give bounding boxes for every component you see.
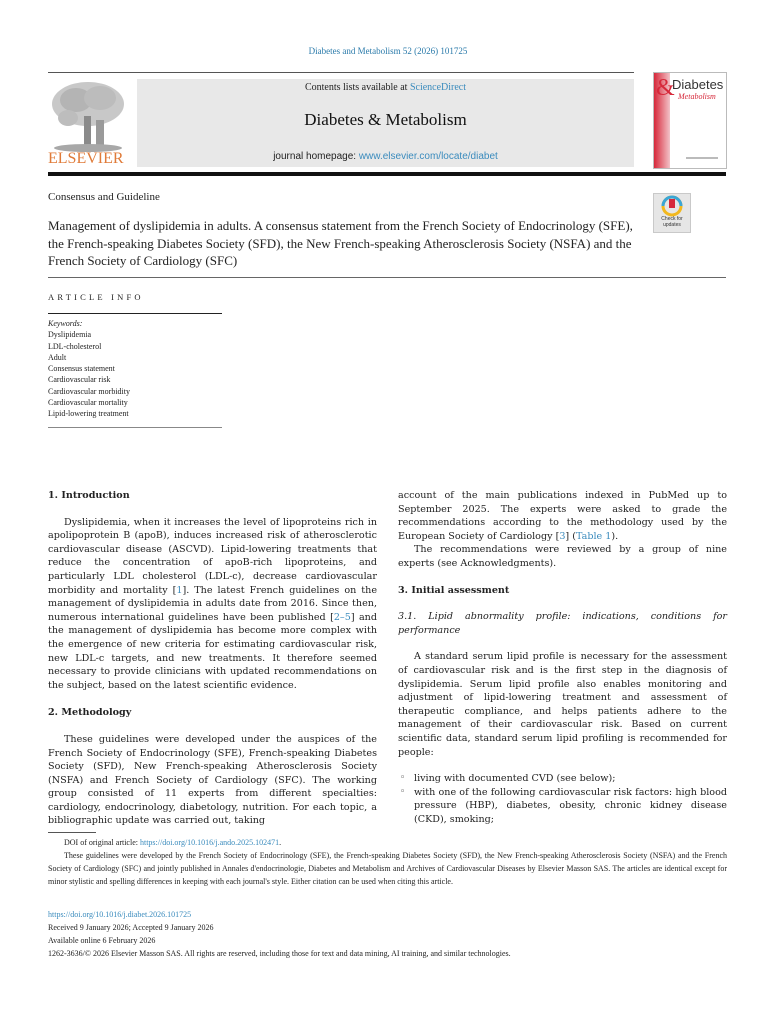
left-column bbox=[48, 489, 377, 828]
homepage-link[interactable]: www.elsevier.com/locate/diabet bbox=[358, 151, 498, 162]
keyword: Cardiovascular morbidity bbox=[48, 386, 130, 396]
sciencedirect-link[interactable]: ScienceDirect bbox=[409, 82, 467, 93]
intro-text-c: ] and the management of dyslipidemia has become more complex with the emergence of new criteria for estimating cardiovascular risk, new LDL-c targets, and new treatments. It therefore seemed necessary to provide clinicians with updated recommendations on the subject, based on the latest scientific evidence. bbox=[48, 611, 377, 691]
citation-link[interactable]: 2–5 bbox=[333, 611, 351, 623]
article-metadata bbox=[48, 908, 727, 960]
journal-banner bbox=[137, 79, 634, 167]
article-title: Management of dyslipidemia in adults. A consensus statement from the French Society of Endocrinology (SFE), the French-speaking Diabetes Society (SFD), the New French-speaking Atherosclerosis Society (NSFA) and the French Society of Cardiology (SFC) bbox=[48, 218, 633, 268]
crossmark-label-line2: updates bbox=[663, 222, 681, 228]
intro-text-a: Dyslipidemia, when it increases the level of lipoproteins rich in apolipoprotein B (apoB), induces increased risk of atherosclerotic cardiovascular disease (ASCVD). Lipid-lowering treatments that reduce the concentration of apoB-rich lipoproteins, and particularly LDL cholesterol (LDL-c), decrease cardiovascular morbidity and mortality [ bbox=[48, 516, 377, 596]
table-link[interactable]: Table 1 bbox=[575, 530, 612, 542]
cover-title-line1: Diabetes bbox=[672, 77, 724, 92]
intro-text-b: ]. The latest French guidelines on the management of dyslipidemia in adults date from 2016. Since then, numerous international guidelines have been published [ bbox=[48, 584, 378, 623]
methodology-text-b: ] ( bbox=[565, 530, 576, 542]
crossmark-label-line1: Check for bbox=[661, 216, 683, 222]
elsevier-wordmark: ELSEVIER bbox=[48, 150, 124, 167]
subsection-heading-lipid-profile: 3.1. Lipid abnormality profile: indications, conditions for performance bbox=[398, 611, 727, 636]
article-info-bottom-rule bbox=[48, 427, 222, 428]
footnote-rule bbox=[48, 832, 96, 833]
footnotes bbox=[48, 836, 727, 888]
article-type: Consensus and Guideline bbox=[48, 191, 160, 203]
citation-link[interactable]: 3 bbox=[559, 530, 566, 542]
indications-list bbox=[398, 772, 727, 826]
title-rule bbox=[48, 277, 726, 278]
contents-line bbox=[137, 82, 634, 93]
lipid-profile-paragraph: A standard serum lipid profile is necessary for the assessment of cardiovascular risk and is the first step in the diagnosis of dyslipidemia. Serum lipid profile also enables monitoring and adjustment of lipid-lowering treatment and assessment of therapeutic compliance, and helps patients adhere to the management of their cardiovascular risk. Based on current scientific data, standard serum lipid profiling is recommended for people: bbox=[398, 651, 727, 758]
received-accepted-dates: Received 9 January 2026; Accepted 9 January 2026 bbox=[48, 923, 214, 932]
right-column bbox=[398, 489, 727, 826]
joint-publication-note: These guidelines were developed by the French Society of Endocrinology (SFE), the French-speaking Diabetes Society (SFD), the New French-speaking Atherosclerosis Society (NSFA) and the French Society of Cardiology (SFC) and jointly published in Annales d'endocrinologie, Diabetes and Metabolism and Archives of Cardiovascular Diseases by Elsevier Masson SAS. The articles are identical except for minor stylistic and spelling differences in keeping with each journal's style. Either citation can be used when citing this article. bbox=[48, 851, 727, 886]
methodology-text-c: ). bbox=[611, 530, 619, 542]
journal-title: Diabetes & Metabolism bbox=[304, 110, 467, 129]
section-heading-introduction: 1. Introduction bbox=[48, 490, 130, 501]
keyword: Cardiovascular mortality bbox=[48, 398, 128, 408]
homepage-prefix: journal homepage: bbox=[273, 151, 359, 162]
copyright-notice: 1262-3636/© 2026 Elsevier Masson SAS. All rights are reserved, including those for text and data mining, AI training, and similar technologies. bbox=[48, 949, 511, 958]
doi-suffix: . bbox=[279, 838, 282, 847]
keyword: Consensus statement bbox=[48, 364, 115, 374]
article-info-heading: ARTICLE INFO bbox=[48, 292, 144, 302]
homepage-line bbox=[137, 151, 634, 162]
list-item: ◦ living with documented CVD (see below); bbox=[414, 772, 727, 786]
keyword: Lipid-lowering treatment bbox=[48, 409, 129, 419]
original-doi-link[interactable]: https://doi.org/10.1016/j.ando.2025.102471 bbox=[139, 838, 280, 847]
keyword: Adult bbox=[48, 352, 67, 362]
citation-link[interactable]: 1 bbox=[176, 584, 183, 596]
cover-footer-text bbox=[686, 157, 718, 159]
journal-cover-thumbnail[interactable] bbox=[653, 72, 727, 169]
crossmark-icon bbox=[654, 194, 690, 218]
original-doi-note bbox=[48, 836, 727, 849]
elsevier-logo[interactable] bbox=[48, 78, 128, 168]
contents-prefix: Contents lists available at bbox=[304, 82, 410, 93]
article-doi-link[interactable]: https://doi.org/10.1016/j.diabet.2026.101725 bbox=[48, 910, 192, 919]
keywords-list bbox=[48, 318, 130, 420]
list-item: ◦ with one of the following cardiovascular risk factors: high blood pressure (HBP), diabetes, obesity, chronic kidney disease (CKD), smoking; bbox=[414, 786, 727, 827]
header-thick-rule bbox=[48, 172, 726, 176]
cover-title-line2: Metabolism bbox=[678, 92, 716, 101]
check-for-updates-button[interactable] bbox=[653, 193, 691, 233]
keyword: LDL-cholesterol bbox=[48, 341, 102, 351]
running-head[interactable]: Diabetes and Metabolism 52 (2026) 101725 bbox=[308, 46, 468, 56]
cover-ampersand-icon: & bbox=[656, 75, 675, 101]
article-info-rule bbox=[48, 313, 222, 314]
methodology-text-a: account of the main publications indexed in PubMed up to September 2025. The experts were asked to grade the recommendations according to the methodology used by the European Society of Cardiology [ bbox=[398, 490, 727, 542]
section-heading-initial-assessment: 3. Initial assessment bbox=[398, 584, 510, 596]
crossmark-label bbox=[654, 216, 690, 228]
section-heading-methodology: 2. Methodology bbox=[48, 707, 132, 719]
intro-paragraph bbox=[48, 516, 377, 693]
review-paragraph: The recommendations were reviewed by a group of nine experts (see Acknowledgments). bbox=[398, 544, 727, 569]
keyword: Cardiovascular risk bbox=[48, 375, 111, 385]
keywords-heading: Keywords: bbox=[48, 319, 83, 328]
methodology-paragraph: These guidelines were developed under the auspices of the French Society of Endocrinology (SFE), French-speaking Diabetes Society (SFD), New French-speaking Atherosclerosis Society (NSFA) and French Society of Cardiology (SFC). The working group consisted of 11 experts from different specialties: cardiology, endocrinology, diabetology, nutrition. For each topic, a bibliographic update was carried out, taking bbox=[48, 733, 377, 827]
keyword: Dyslipidemia bbox=[48, 330, 92, 340]
methodology-paragraph-continued bbox=[398, 489, 727, 543]
top-rule bbox=[48, 72, 634, 73]
available-online-date: Available online 6 February 2026 bbox=[48, 936, 156, 945]
doi-prefix: DOI of original article: bbox=[64, 838, 140, 847]
